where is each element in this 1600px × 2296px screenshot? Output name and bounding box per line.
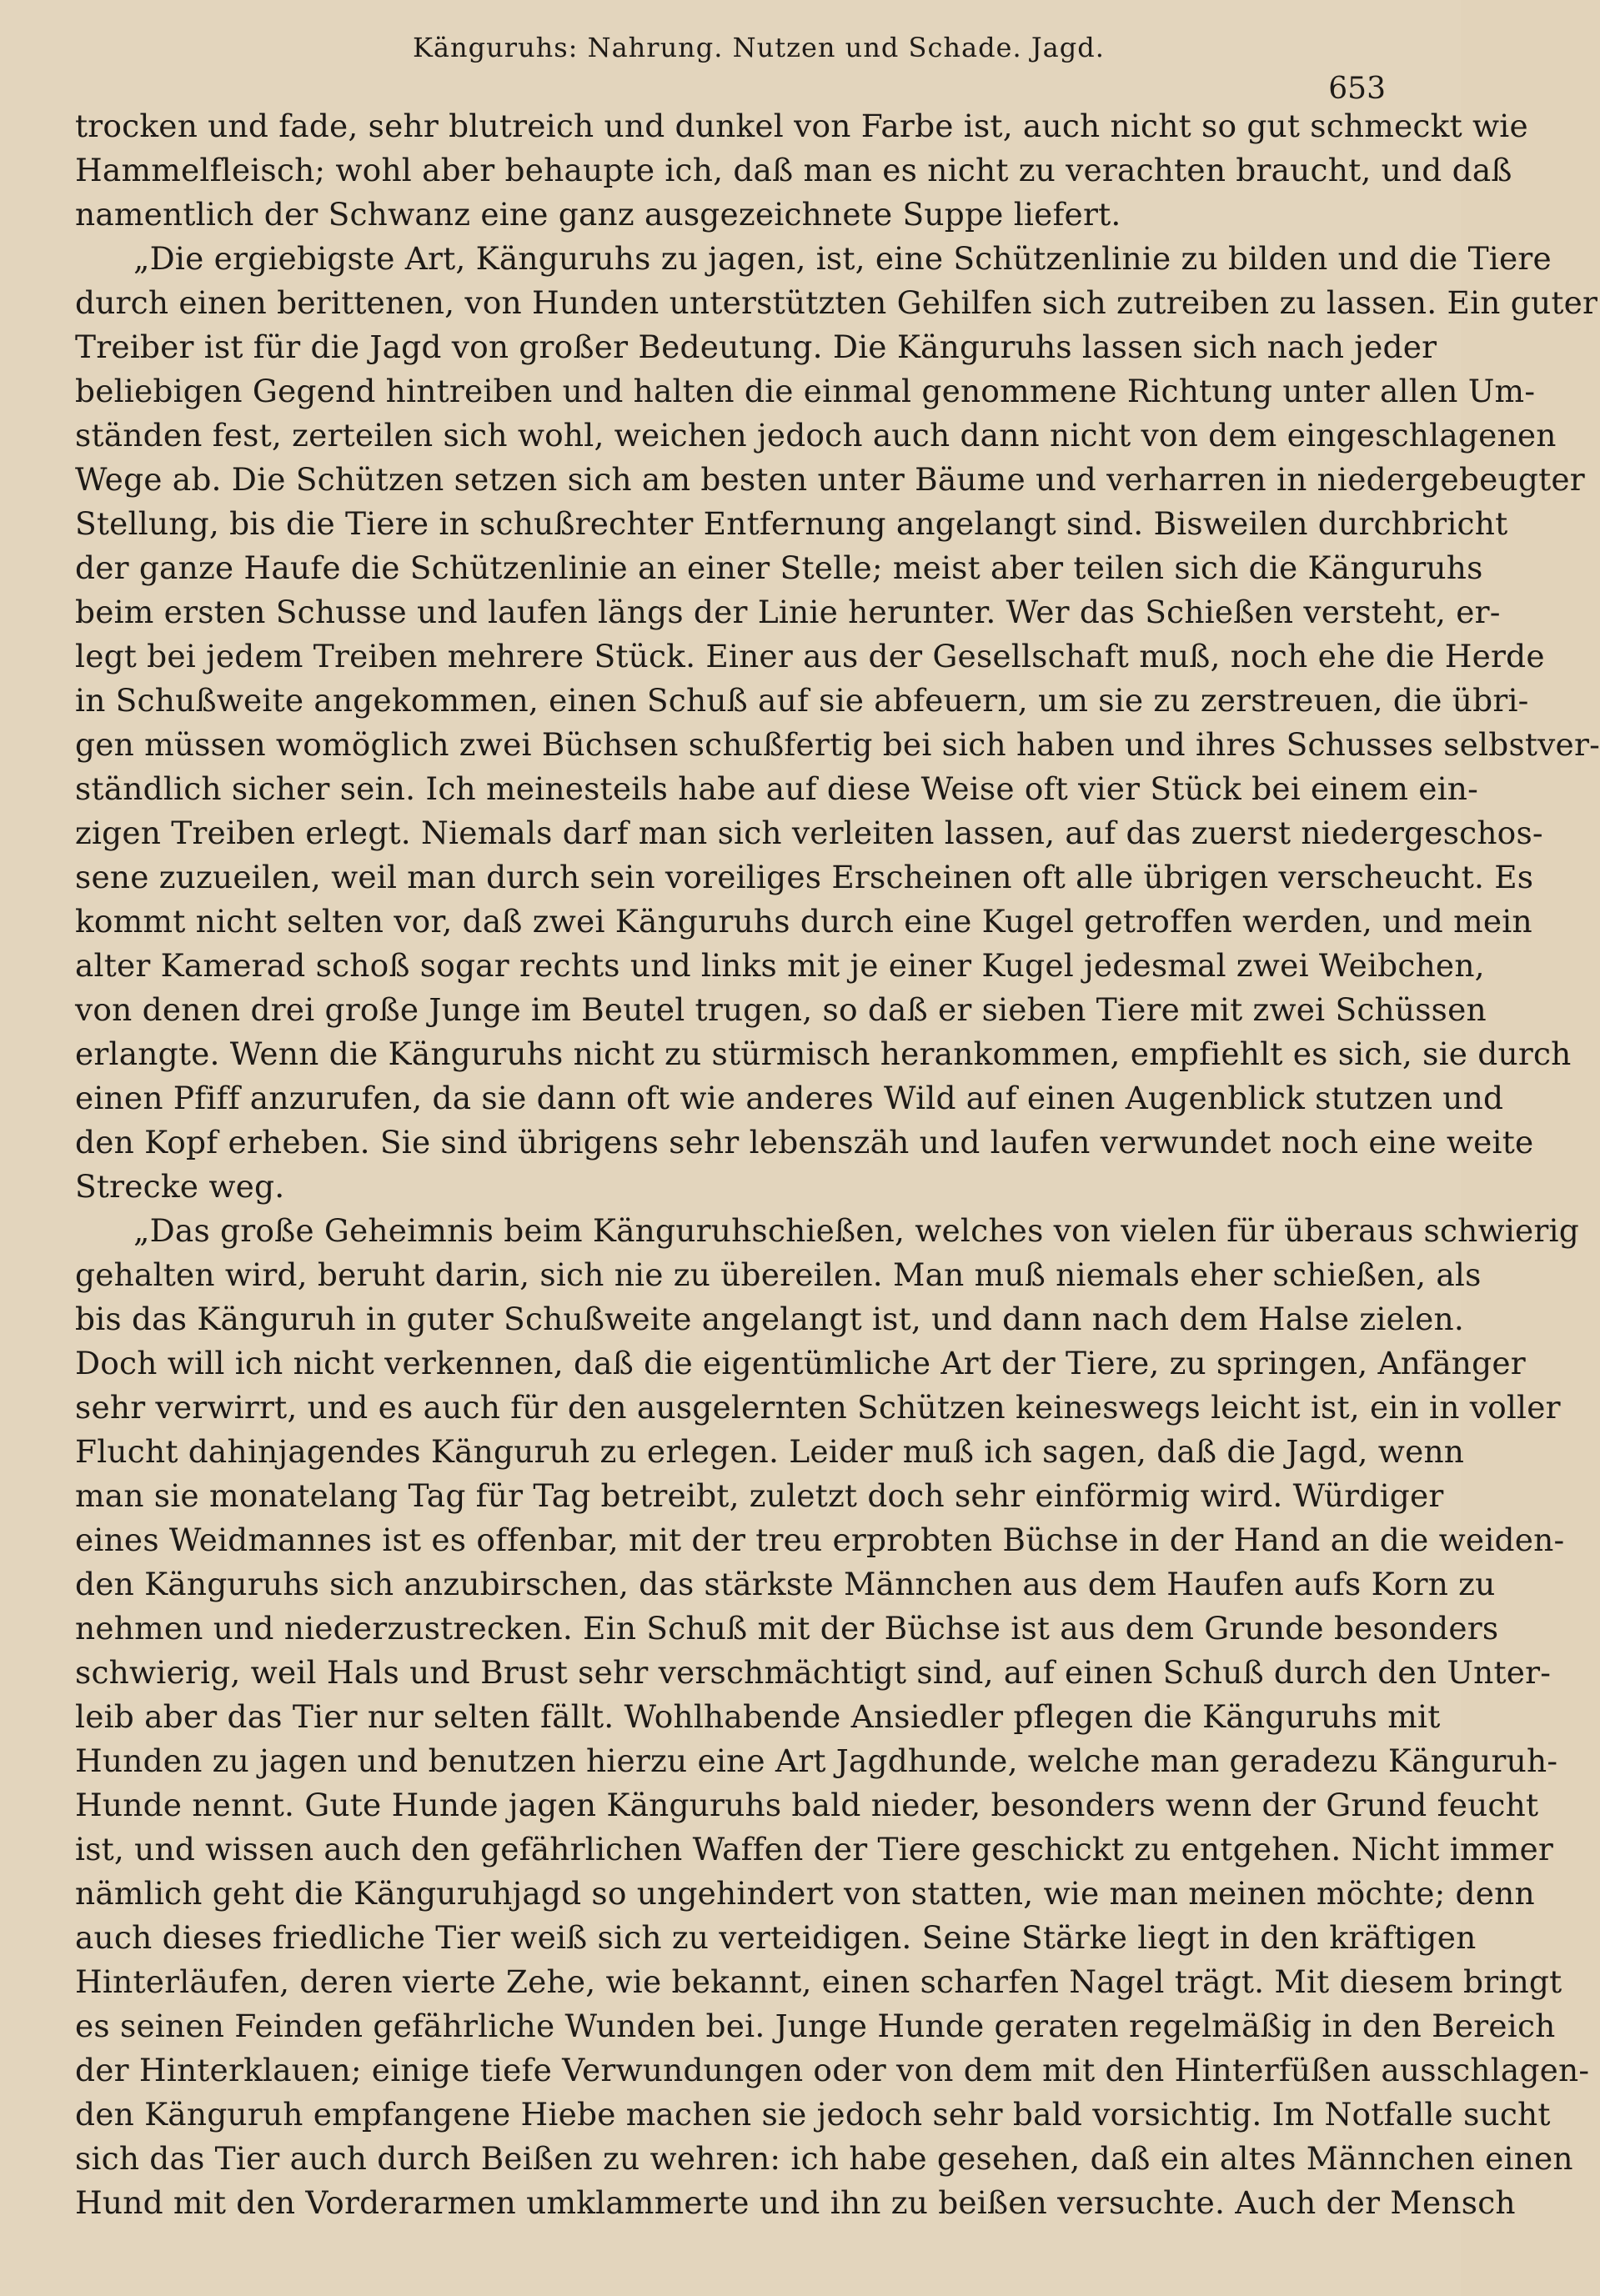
text-line: Hunden zu jagen und benutzen hierzu eine Art Jagdhunde, welche man geradezu Känguruh- bbox=[75, 1742, 1558, 1779]
text-line: Treiber ist für die Jagd von großer Bedeutung. Die Känguruhs lassen sich nach jeder bbox=[75, 328, 1437, 365]
text-line: bis das Känguruh in guter Schußweite angelangt ist, und dann nach dem Halse zielen. bbox=[75, 1301, 1464, 1337]
text-line: trocken und fade, sehr blutreich und dunkel von Farbe ist, auch nicht so gut schmeckt wie bbox=[75, 108, 1528, 144]
paragraph bbox=[75, 237, 1600, 1209]
text-line: in Schußweite angekommen, einen Schuß auf sie abfeuern, um sie zu zerstreuen, die übri- bbox=[75, 682, 1529, 719]
text-line: ständen fest, zerteilen sich wohl, weichen jedoch auch dann nicht von dem eingeschlagenen bbox=[75, 417, 1557, 454]
text-line: der Hinterklauen; einige tiefe Verwundungen oder von dem mit den Hinterfüßen ausschlagen- bbox=[75, 2052, 1590, 2088]
text-line: Hund mit den Vorderarmen umklammerte und ihn zu beißen versuchte. Auch der Mensch bbox=[75, 2184, 1516, 2221]
body-text bbox=[75, 104, 1600, 2225]
paragraph bbox=[75, 1209, 1590, 2225]
text-line: durch einen berittenen, von Hunden unterstützten Gehilfen sich zutreiben zu lassen. Ein guter bbox=[75, 284, 1598, 321]
text-line: Hunde nennt. Gute Hunde jagen Känguruhs bald nieder, besonders wenn der Grund feucht bbox=[75, 1787, 1539, 1823]
text-line: Hammelfleisch; wohl aber behaupte ich, daß man es nicht zu verachten braucht, und daß bbox=[75, 152, 1512, 188]
text-line: es seinen Feinden gefährliche Wunden bei. Junge Hunde geraten regelmäßig in den Bereich bbox=[75, 2008, 1556, 2044]
text-line: kommt nicht selten vor, daß zwei Känguruhs durch eine Kugel getroffen werden, und mein bbox=[75, 903, 1532, 940]
text-line: namentlich der Schwanz eine ganz ausgezeichnete Suppe liefert. bbox=[75, 196, 1121, 233]
text-line: Hinterläufen, deren vierte Zehe, wie bekannt, einen scharfen Nagel trägt. Mit diesem bringt bbox=[75, 1963, 1562, 2000]
text-line: ist, und wissen auch den gefährlichen Waffen der Tiere geschickt zu entgehen. Nicht immer bbox=[75, 1831, 1553, 1867]
text-line: beim ersten Schusse und laufen längs der Linie herunter. Wer das Schießen versteht, er- bbox=[75, 594, 1501, 630]
text-line: alter Kamerad schoß sogar rechts und links mit je einer Kugel jedesmal zwei Weibchen, bbox=[75, 947, 1485, 984]
text-line: Wege ab. Die Schützen setzen sich am besten unter Bäume und verharren in niedergebeugter bbox=[75, 461, 1585, 498]
text-line: den Känguruh empfangene Hiebe machen sie jedoch sehr bald vorsichtig. Im Notfalle sucht bbox=[75, 2096, 1551, 2133]
text-line: der ganze Haufe die Schützenlinie an einer Stelle; meist aber teilen sich die Känguruhs bbox=[75, 549, 1483, 586]
text-line: nämlich geht die Känguruhjagd so ungehindert von statten, wie man meinen möchte; denn bbox=[75, 1875, 1535, 1912]
text-line: auch dieses friedliche Tier weiß sich zu verteidigen. Seine Stärke liegt in den kräftigen bbox=[75, 1919, 1477, 1956]
text-line: ständlich sicher sein. Ich meinesteils habe auf diese Weise oft vier Stück bei einem ein- bbox=[75, 770, 1479, 807]
text-line: „Die ergiebigste Art, Känguruhs zu jagen, ist, eine Schützenlinie zu bilden und die Tiere bbox=[133, 240, 1552, 277]
text-line: leib aber das Tier nur selten fällt. Wohlhabende Ansiedler pflegen die Känguruhs mit bbox=[75, 1698, 1441, 1735]
text-line: Flucht dahinjagendes Känguruh zu erlegen. Leider muß ich sagen, daß die Jagd, wenn bbox=[75, 1433, 1465, 1470]
text-line: zigen Treiben erlegt. Niemals darf man sich verleiten lassen, auf das zuerst niedergeschos- bbox=[75, 815, 1543, 851]
page-number: 653 bbox=[1328, 72, 1386, 106]
text-line: Stellung, bis die Tiere in schußrechter Entfernung angelangt sind. Bisweilen durchbricht bbox=[75, 505, 1508, 542]
text-line: Strecke weg. bbox=[75, 1168, 285, 1205]
text-line: erlangte. Wenn die Känguruhs nicht zu stürmisch herankommen, empfiehlt es sich, sie durch bbox=[75, 1035, 1572, 1072]
text-line: eines Weidmannes ist es offenbar, mit der treu erprobten Büchse in der Hand an die weiden- bbox=[75, 1521, 1565, 1558]
text-line: den Känguruhs sich anzubirschen, das stärkste Männchen aus dem Haufen aufs Korn zu bbox=[75, 1566, 1496, 1602]
text-line: sich das Tier auch durch Beißen zu wehren: ich habe gesehen, daß ein altes Männchen einen bbox=[75, 2140, 1573, 2177]
text-line: den Kopf erheben. Sie sind übrigens sehr lebenszäh und laufen verwundet noch eine weite bbox=[75, 1124, 1534, 1161]
text-line: man sie monatelang Tag für Tag betreibt, zuletzt doch sehr einförmig wird. Würdiger bbox=[75, 1477, 1444, 1514]
text-line: einen Pfiff anzurufen, da sie dann oft wie anderes Wild auf einen Augenblick stutzen und bbox=[75, 1080, 1504, 1116]
text-line: legt bei jedem Treiben mehrere Stück. Einer aus der Gesellschaft muß, noch ehe die Herde bbox=[75, 638, 1545, 674]
text-line: gen müssen womöglich zwei Büchsen schußfertig bei sich haben und ihres Schusses selbstver- bbox=[75, 726, 1600, 763]
text-line: sehr verwirrt, und es auch für den ausgelernten Schützen keineswegs leicht ist, ein in voller bbox=[75, 1389, 1561, 1426]
text-line: Doch will ich nicht verkennen, daß die eigentümliche Art der Tiere, zu springen, Anfänger bbox=[75, 1345, 1526, 1381]
text-line: nehmen und niederzustrecken. Ein Schuß mit der Büchse ist aus dem Grunde besonders bbox=[75, 1610, 1499, 1647]
text-line: beliebigen Gegend hintreiben und halten die einmal genommene Richtung unter allen Um- bbox=[75, 373, 1536, 409]
running-head: Känguruhs: Nahrung. Nutzen und Schade. Jagd. bbox=[413, 32, 1105, 63]
paragraph bbox=[75, 104, 1528, 237]
text-line: „Das große Geheimnis beim Känguruhschießen, welches von vielen für überaus schwierig bbox=[133, 1212, 1579, 1249]
text-line: sene zuzueilen, weil man durch sein voreiliges Erscheinen oft alle übrigen verscheucht. Es bbox=[75, 859, 1534, 895]
page-header bbox=[75, 32, 1386, 106]
text-line: gehalten wird, beruht darin, sich nie zu übereilen. Man muß niemals eher schießen, als bbox=[75, 1256, 1482, 1293]
text-line: schwierig, weil Hals und Brust sehr verschmächtigt sind, auf einen Schuß durch den Unter- bbox=[75, 1654, 1552, 1691]
text-line: von denen drei große Junge im Beutel trugen, so daß er sieben Tiere mit zwei Schüssen bbox=[75, 991, 1487, 1028]
